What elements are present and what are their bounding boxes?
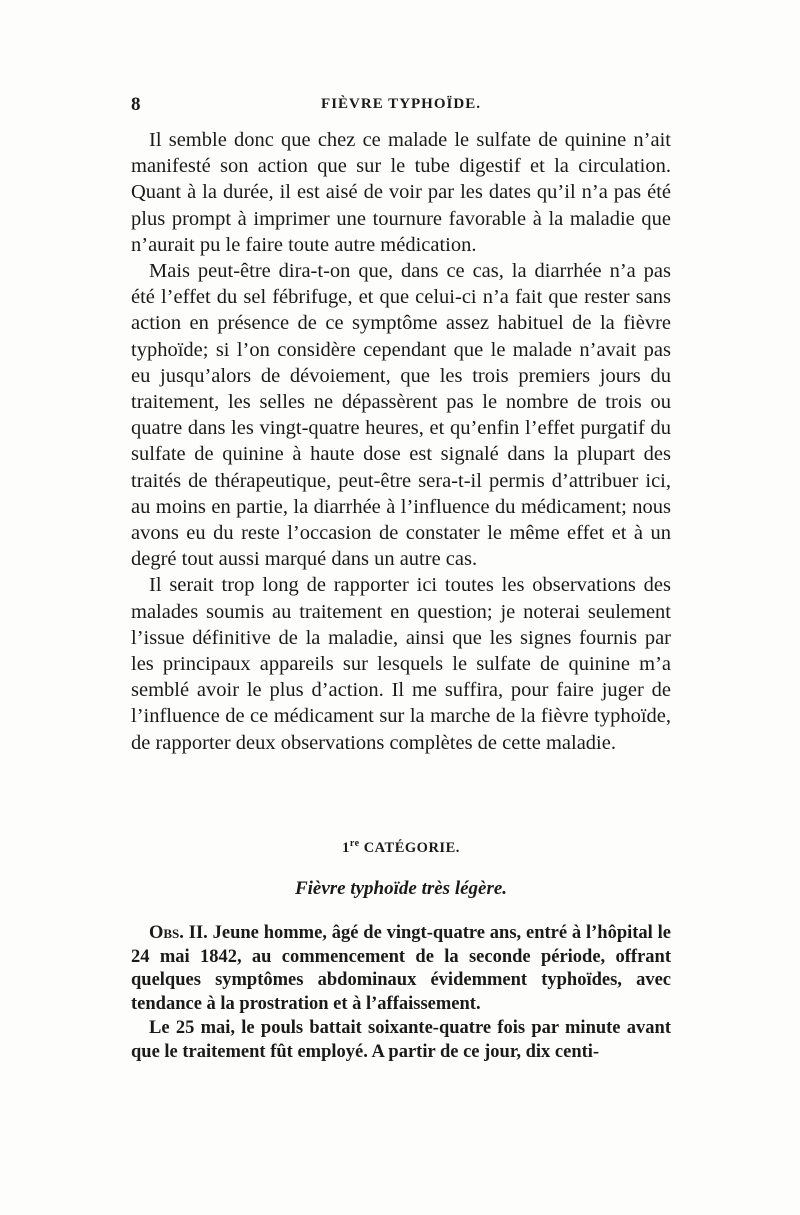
paragraph: Le 25 mai, le pouls battait soixante-quatre fois par minute avant que le traitement fût employé. A partir de ce jour, dix centi- (131, 1017, 671, 1062)
running-head (131, 94, 671, 118)
running-title: FIÈVRE TYPHOÏDE. (321, 96, 481, 112)
observation-text (131, 922, 671, 1064)
main-text (131, 127, 671, 756)
category-label: CATÉGORIE. (363, 839, 460, 856)
paragraph: Il serait trop long de rapporter ici toutes les observations des malades soumis au traitement en question; je noterai seulement l’issue définitive de la maladie, ainsi que les signes fournis par les principaux appareils sur lesquels le sulfate de quinine m’a semblé avoir le plus d’action. Il me suffira, pour faire juger de l’influence de ce médicament sur la marche de la fièvre typhoïde, de rapporter deux observations complètes de cette maladie. (131, 574, 671, 754)
observation-paragraph (131, 922, 671, 1017)
observation-text-part: Jeune homme, âgé de vingt-quatre ans, entré à l’hôpital le 24 mai 1842, au commencement de la seconde période, offrant quelques symptômes abdominaux évidemment typhoïdes, avec tendance à la prostration et à l’affaissement. (131, 923, 671, 1015)
observation-label: Obs. II. (149, 923, 208, 943)
category-ordinal: 1 (342, 839, 350, 856)
paragraph: Mais peut-être dira-t-on que, dans ce cas, la diarrhée n’a pas été l’effet du sel fébrifuge, et que celui-ci n’a fait que rester sans action en présence de ce symptôme assez habituel de la fièvre typhoïde; si l’on considère cependant que le malade n’avait pas eu jusqu’alors de dévoiement, que les trois premiers jours du traitement, les selles ne dépassèrent pas le nombre de trois ou quatre dans les vingt-quatre heures, et qu’enfin l’effet purgatif du sulfate de quinine à haute dose est signalé dans la plupart des traités de thérapeutique, peut-être sera-t-il permis d’attribuer ici, au moins en partie, la diarrhée à l’influence du médicament; nous avons eu du reste l’occasion de constater le même effet et à un degré tout aussi marqué dans un autre cas. (131, 260, 671, 571)
page-number: 8 (131, 94, 141, 115)
category-heading (131, 838, 671, 857)
category-ordinal-suffix: re (349, 838, 360, 849)
section-subtitle: Fièvre typhoïde très légère. (294, 878, 508, 899)
paragraph: Il semble donc que chez ce malade le sulfate de quinine n’ait manifesté son action que sur le tube digestif et la circulation. Quant à la durée, il est aisé de voir par les dates qu’il n’a pas été plus prompt à imprimer une tournure favorable à la maladie que n’aurait pu le faire toute autre médication. (131, 129, 671, 256)
